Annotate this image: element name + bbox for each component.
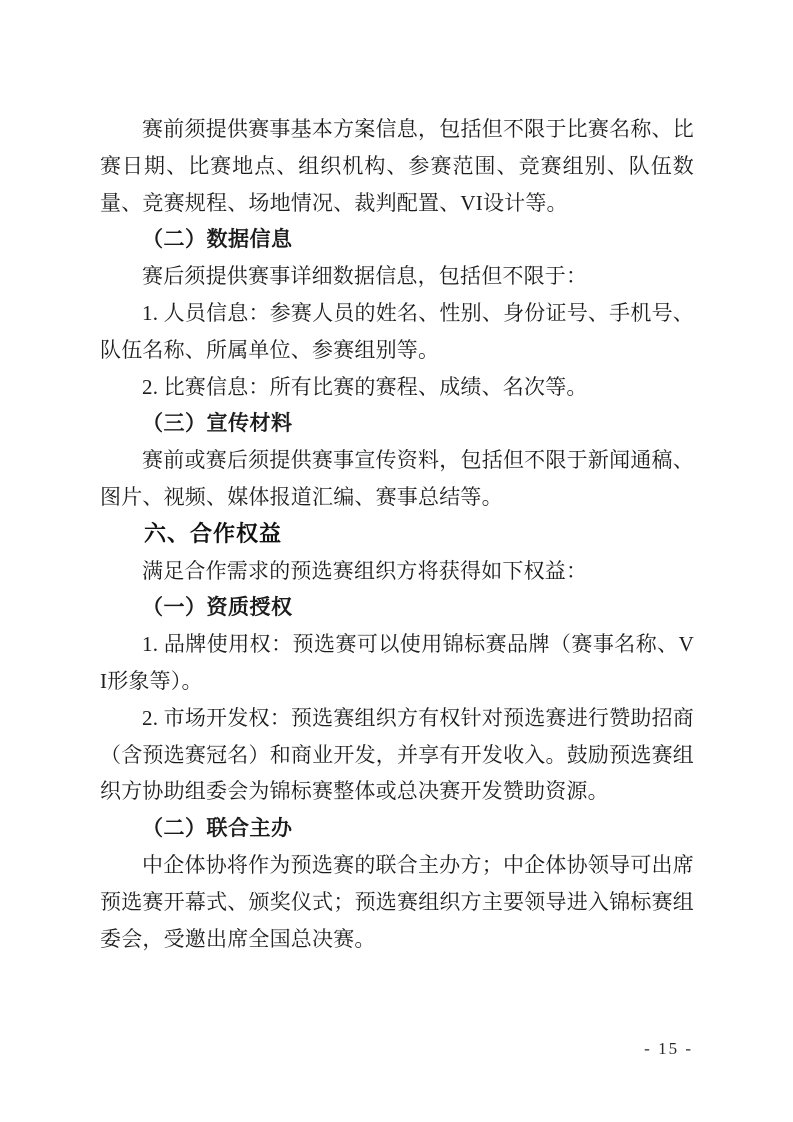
paragraph-rights-intro: 满足合作需求的预选赛组织方将获得如下权益：: [142, 558, 588, 583]
list-item-brand-usage-right: 1. 品牌使用权：预选赛可以使用锦标赛品牌（赛事名称、VI形象等）。: [100, 632, 694, 693]
paragraph-post-event-data: 赛后须提供赛事详细数据信息，包括但不限于：: [142, 264, 588, 289]
paragraph-joint-hosting: 中企体协将作为预选赛的联合主办方；中企体协领导可出席预选赛开幕式、颁奖仪式；预选赛组织方主要领导进入锦标赛组委会，受邀出席全国总决赛。: [100, 852, 694, 951]
list-item-personnel-info: 1. 人员信息：参赛人员的姓名、性别、身份证号、手机号、队伍名称、所属单位、参赛组别等。: [100, 300, 694, 362]
paragraph-publicity-materials: 赛前或赛后须提供赛事宣传资料，包括但不限于新闻通稿、图片、视频、媒体报道汇编、赛事总结等。: [100, 448, 694, 509]
subsection-heading-data-info: （二）数据信息: [142, 227, 293, 252]
paragraph-pre-event-info: 赛前须提供赛事基本方案信息，包括但不限于比赛名称、比赛日期、比赛地点、组织机构、参赛范围、竞赛组别、队伍数量、竞赛规程、场地情况、裁判配置、VI设计等。: [100, 117, 694, 215]
page-number: - 15 -: [644, 1039, 693, 1058]
subsection-heading-publicity-materials: （三）宣传材料: [142, 411, 293, 436]
section-heading-cooperation-rights: 六、合作权益: [144, 520, 283, 546]
subsection-heading-joint-hosting: （二）联合主办: [142, 816, 293, 841]
document-body: [100, 111, 694, 957]
subsection-heading-qualification-authorization: （一）资质授权: [142, 595, 293, 620]
list-item-match-info: 2. 比赛信息：所有比赛的赛程、成绩、名次等。: [142, 374, 588, 399]
list-item-market-development-right: 2. 市场开发权：预选赛组织方有权针对预选赛进行赞助招商（含预选赛冠名）和商业开发，并享有开发收入。鼓励预选赛组织方协助组委会为锦标赛整体或总决赛开发赞助资源。: [100, 705, 694, 804]
